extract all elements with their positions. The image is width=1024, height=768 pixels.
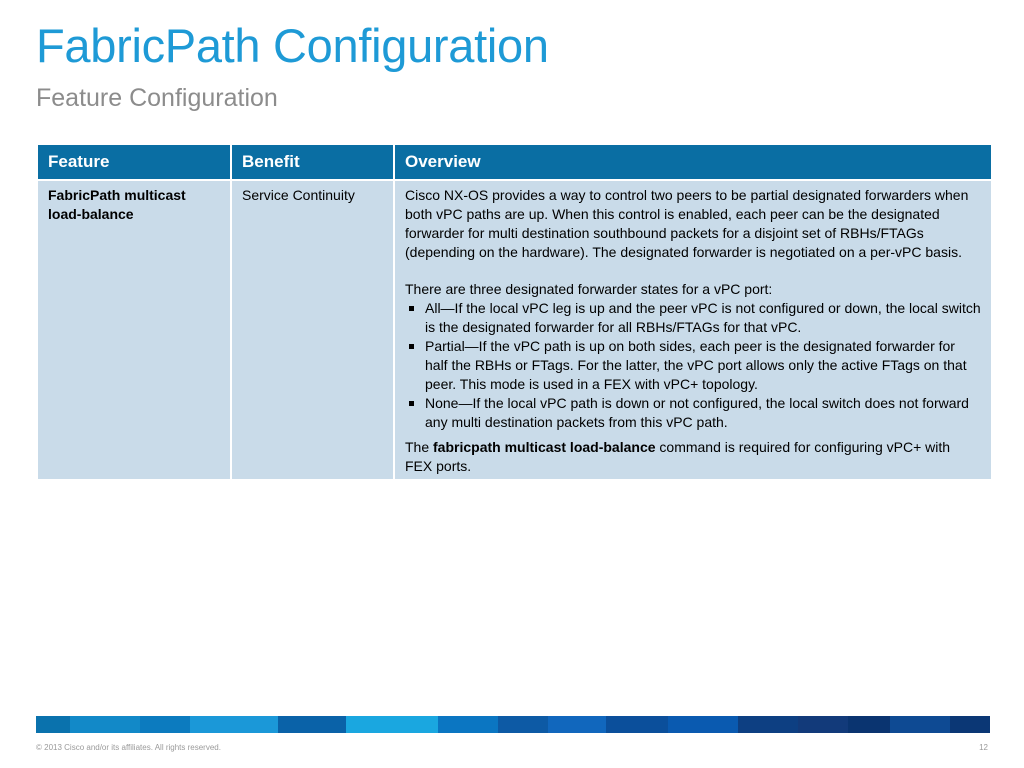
bar-segment [70, 716, 140, 733]
bar-segment [738, 716, 798, 733]
copyright-text: © 2013 Cisco and/or its affiliates. All rights reserved. [36, 743, 221, 752]
header-overview: Overview [394, 145, 992, 180]
bar-segment [36, 716, 70, 733]
bar-segment [890, 716, 950, 733]
forwarder-states-list [405, 299, 981, 432]
overview-cell [394, 180, 992, 480]
footer-color-bar [36, 716, 990, 733]
bar-segment [190, 716, 278, 733]
list-item: All—If the local vPC leg is up and the peer vPC is not configured or down, the local switch is the designated forwarder for all RBHs/FTAGs for that vPC. [405, 299, 981, 337]
bar-segment [606, 716, 668, 733]
overview-paragraph-3 [405, 438, 981, 476]
slide-title: FabricPath Configuration [36, 19, 549, 72]
command-name: fabricpath multicast load-balance [433, 439, 656, 455]
header-benefit: Benefit [231, 145, 394, 180]
bar-segment [798, 716, 848, 733]
overview-paragraph-1: Cisco NX-OS provides a way to control two peers to be partial designated forwarders when both vPC paths are up. When this control is enabled, each peer can be the designated forwarder for multi destination southbound packets for a disjoint set of RBHs/FTAGs (depending on the hardware). The designated forwarder is negotiated on a per-vPC basis. [405, 187, 969, 260]
bar-segment [668, 716, 738, 733]
list-item: Partial—If the vPC path is up on both sides, each peer is the designated forwarder for half the RBHs or FTags. For the latter, the vPC port allows only the active FTags on that peer. This mode is used in a FEX with vPC+ topology. [405, 337, 981, 394]
slide-subtitle: Feature Configuration [36, 84, 278, 112]
header-feature: Feature [37, 145, 231, 180]
bar-segment [140, 716, 190, 733]
table-row [37, 180, 992, 480]
table-header-row [37, 145, 992, 180]
bar-segment [346, 716, 438, 733]
benefit-cell: Service Continuity [231, 180, 394, 480]
feature-table [36, 145, 993, 481]
paragraph-3-suffix: command is required for configuring vPC+ with FEX ports. [405, 439, 951, 474]
bar-segment [548, 716, 606, 733]
bar-segment [848, 716, 890, 733]
bar-segment [950, 716, 990, 733]
page-number: 12 [979, 743, 988, 752]
bar-segment [438, 716, 498, 733]
overview-paragraph-2: There are three designated forwarder states for a vPC port: [405, 281, 773, 297]
bar-segment [278, 716, 346, 733]
paragraph-3-prefix: The [405, 439, 434, 455]
feature-cell: FabricPath multicast load-balance [37, 180, 231, 480]
list-item: None—If the local vPC path is down or not configured, the local switch does not forward any multi destination packets from this vPC path. [405, 394, 981, 432]
bar-segment [498, 716, 548, 733]
